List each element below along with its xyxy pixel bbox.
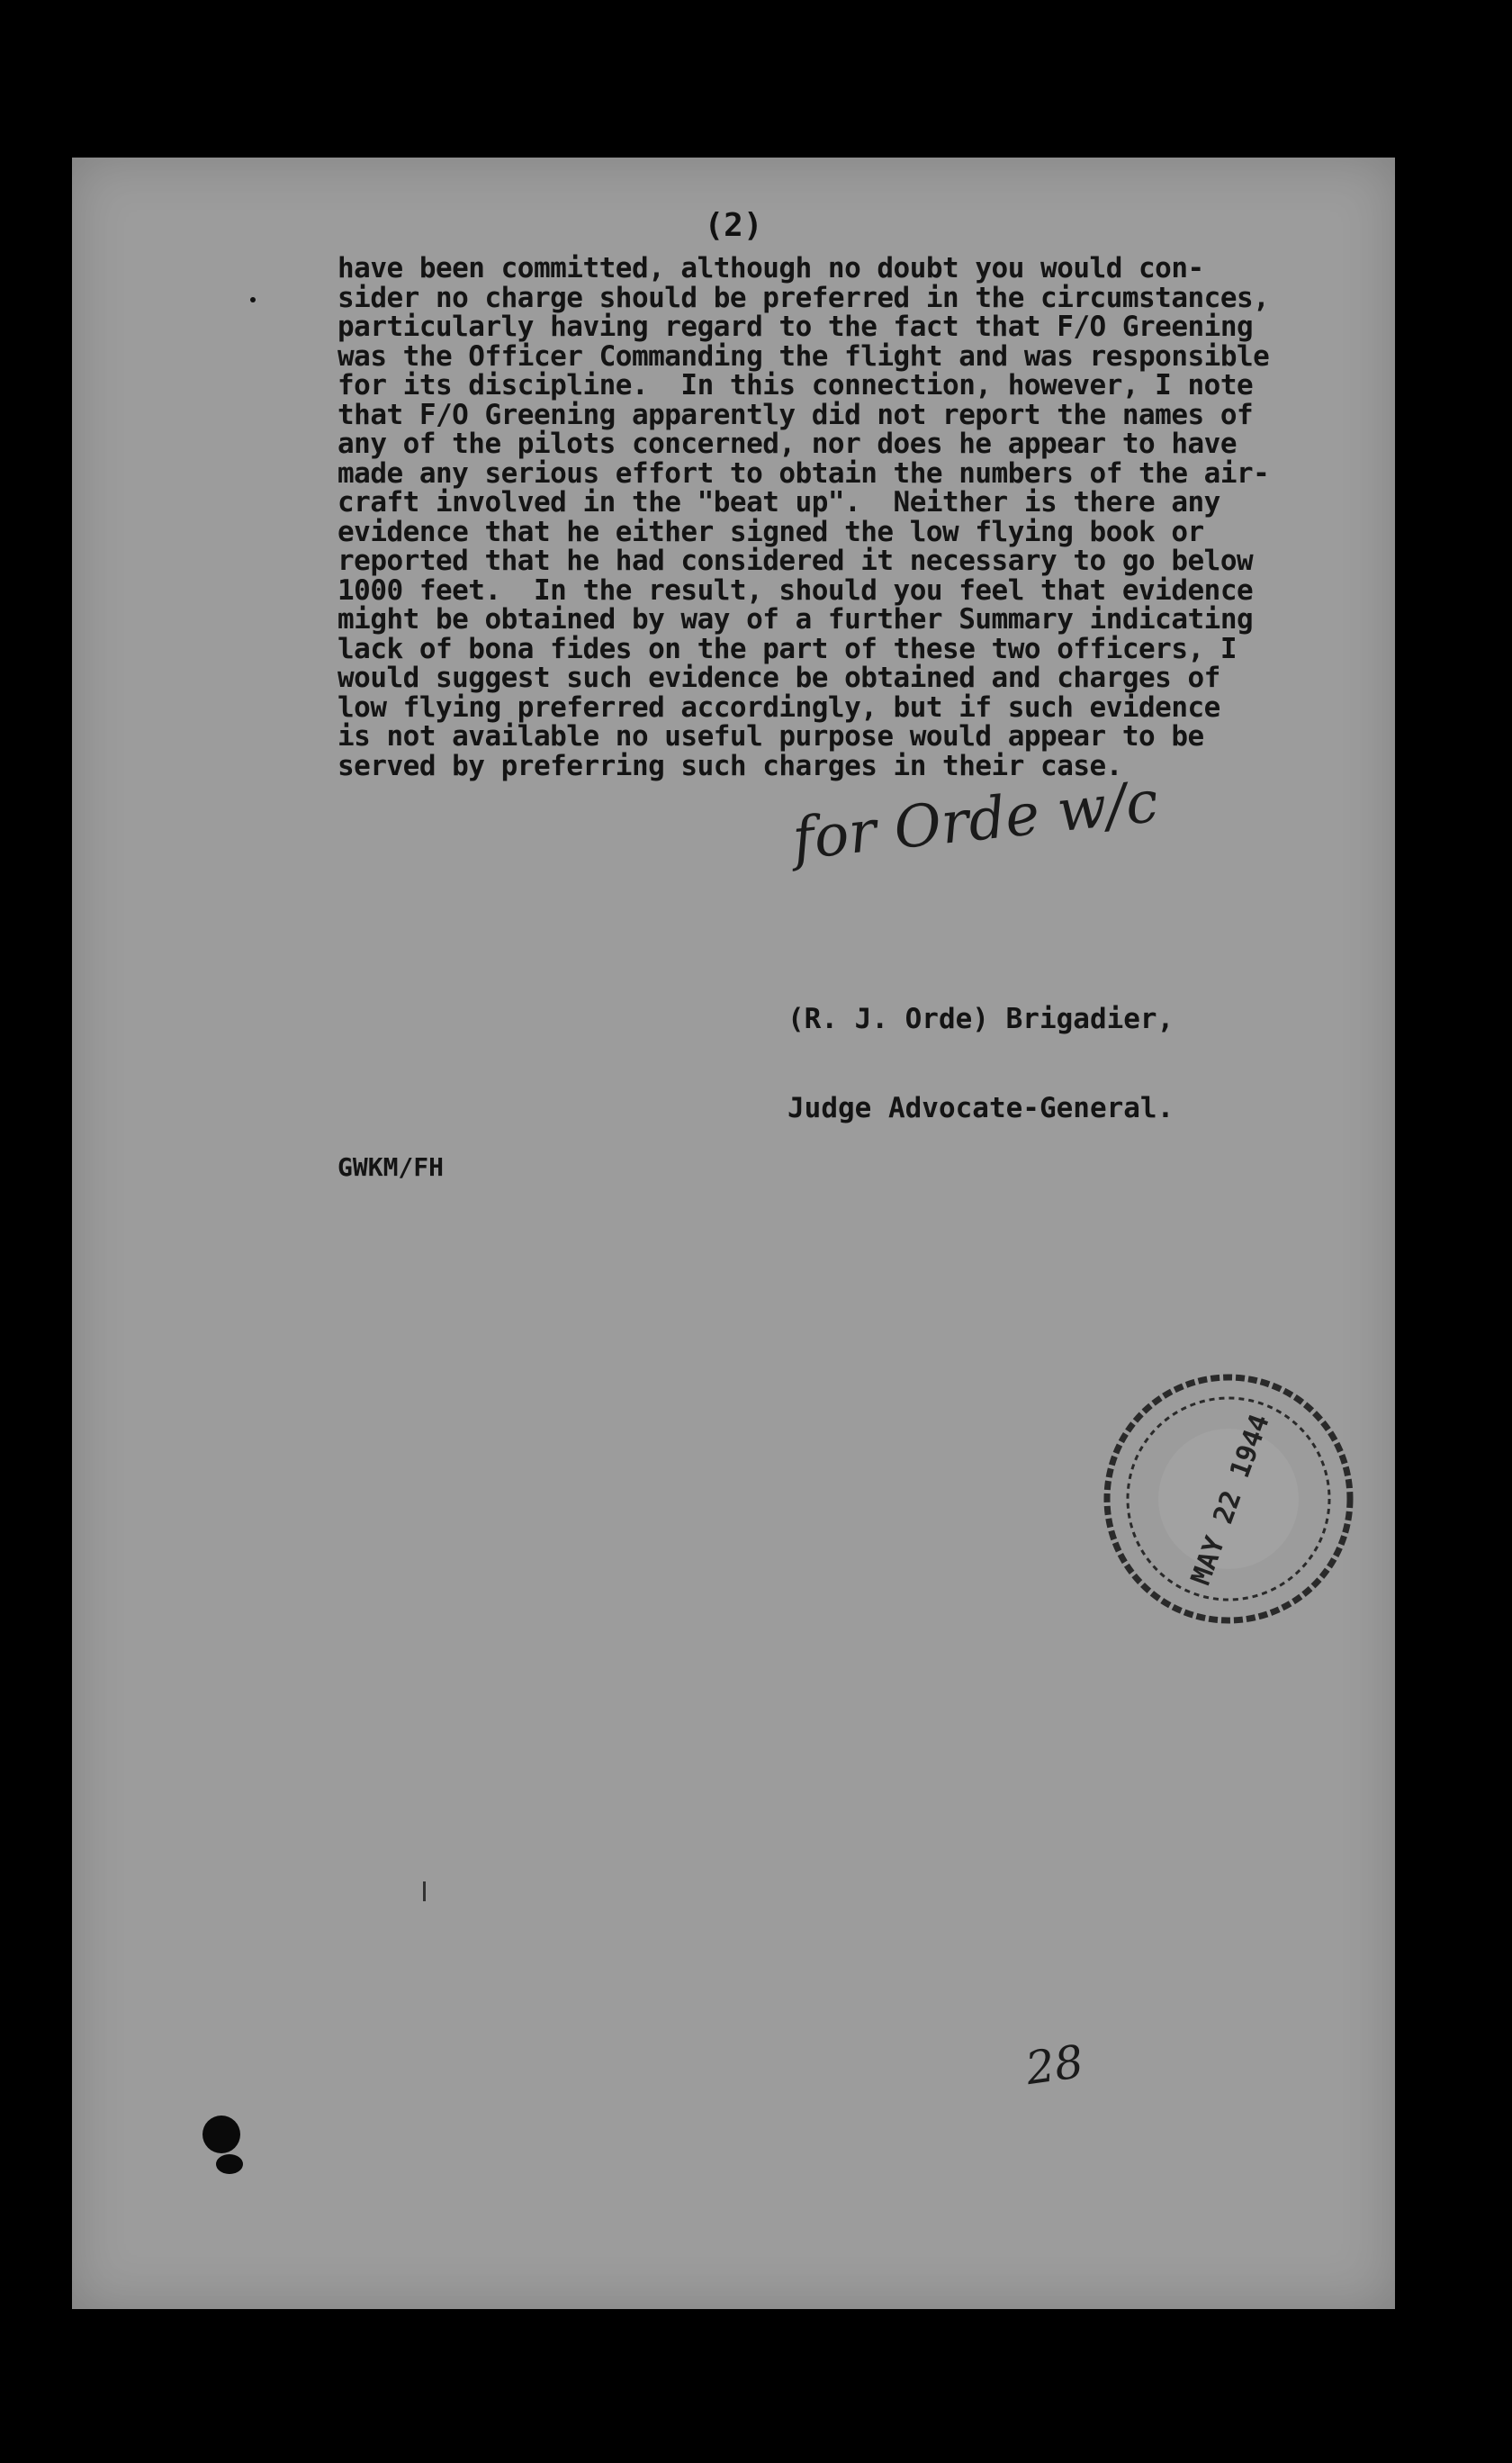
dust-speck [250, 297, 256, 302]
body-line: particularly having regard to the fact that F/O Greening [338, 311, 1254, 343]
letter-body [338, 254, 1354, 780]
folio-number: 28 [1022, 2034, 1087, 2096]
stamp-date-text: MAY 22 1944 [1184, 1410, 1276, 1590]
punch-hole-mark [216, 2154, 243, 2174]
signatory-title: Judge Advocate-General. [788, 1092, 1174, 1124]
body-line: was the Officer Commanding the flight and was responsible [338, 339, 1270, 373]
body-line: might be obtained by way of a further Summary indicating [338, 603, 1254, 636]
body-line: sider no charge should be preferred in the circumstances, [338, 281, 1270, 314]
body-line: 1000 feet. In the result, should you feel that evidence [338, 573, 1254, 607]
reference-initials: GWKM/FH [338, 1152, 445, 1182]
body-line: served by preferring such charges in their case. [338, 749, 1122, 782]
body-line: lack of bona fides on the part of these two officers, I [338, 632, 1237, 665]
body-line: would suggest such evidence be obtained and charges of [338, 662, 1220, 694]
body-line: made any serious effort to obtain the numbers of the air- [338, 456, 1270, 490]
body-line: any of the pilots concerned, nor does he appear to have [338, 428, 1237, 460]
document-page [72, 158, 1395, 2309]
date-stamp [1094, 1364, 1364, 1634]
punch-hole [202, 2116, 240, 2153]
page-number: (2) [704, 207, 763, 244]
handwritten-signature: for Orde w/c [789, 768, 1162, 874]
body-line: that F/O Greening apparently did not report the names of [338, 398, 1254, 431]
body-line: is not available no useful purpose would appear to be [338, 720, 1204, 753]
body-line: have been committed, although no doubt you would con- [338, 252, 1204, 284]
body-line: evidence that he either signed the low flying book or [338, 515, 1204, 548]
body-line: low flying preferred accordingly, but if such evidence [338, 690, 1220, 724]
signature-block [788, 945, 1174, 1183]
signatory-name: (R. J. Orde) Brigadier, [788, 1003, 1174, 1035]
body-line: craft involved in the "beat up". Neither is there any [338, 486, 1220, 519]
body-line: reported that he had considered it necessary to go below [338, 545, 1254, 577]
scan-mark [423, 1881, 426, 1901]
body-line: for its discipline. In this connection, however, I note [338, 369, 1254, 401]
